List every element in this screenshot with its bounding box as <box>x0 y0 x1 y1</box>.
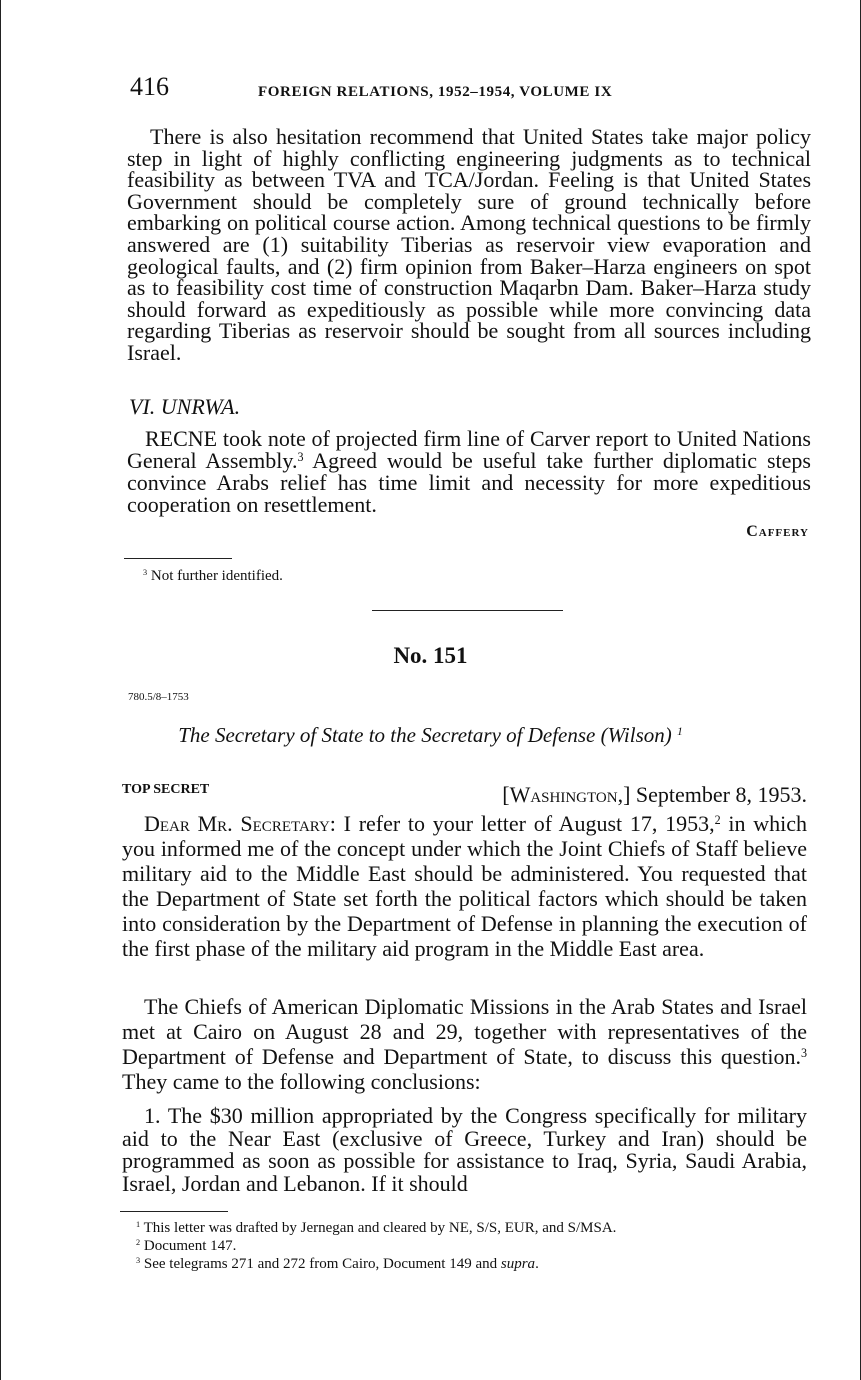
footnote-previous <box>143 568 283 585</box>
dateline-place: [Washington,] <box>502 782 631 807</box>
letter-paragraph-1 <box>122 811 807 961</box>
section-vi-text-a: RECNE took note of projected firm line of Carver report to United Nations General Assembly. <box>127 426 811 473</box>
footnote-end: . <box>535 1256 539 1272</box>
document-title-text: The Secretary of State to the Secretary of Defense (Wilson) <box>178 723 672 747</box>
footnote-3 <box>136 1255 616 1273</box>
footnote-text: See telegrams 271 and 272 from Cairo, Document 149 and <box>140 1256 501 1272</box>
page-number: 416 <box>130 72 169 101</box>
footnote-text: This letter was drafted by Jernegan and cleared by NE, S/S, EUR, and S/MSA. <box>140 1220 617 1236</box>
section-vi-paragraph <box>127 428 811 516</box>
footnote-divider <box>124 558 232 559</box>
footnote-divider <box>120 1211 228 1212</box>
section-divider <box>372 610 563 611</box>
footnote-marker: 1 <box>136 1220 141 1230</box>
classification: TOP SECRET <box>122 782 210 797</box>
signature: Caffery <box>746 523 809 540</box>
section-v-paragraph: There is also hesitation recommend that United States take major policy step in light of highly conflicting engineering judgments as to technical feasibility as between TVA and TCA/Jordan. Feeling is that United States Government should be completely sure of ground technically before embarking on political course action. Among technical questions to be firmly answered are (1) suitability Tiberias as reservoir view evaporation and geological faults, and (2) firm opinion from Baker–Harza engineers on spot as to feasibility cost time of construction Maqarbn Dam. Baker–Harza study should forward as expeditiously as possible while more convincing data regarding Tiberias as reservoir should be sought from all sources including Israel. <box>127 124 811 365</box>
salutation: Dear Mr. Secretary: <box>144 811 336 836</box>
footnote-ref: 3 <box>297 449 304 464</box>
document-title <box>0 723 861 748</box>
footnote-text: Not further identified. <box>147 568 283 584</box>
footnote-marker: 3 <box>143 568 148 578</box>
letter-paragraph-3: 1. The $30 million appropriated by the Congress specifically for military aid to the Near East (exclusive of Greece, Turkey and Iran) should be programmed as soon as possible for assistance to Iraq, Syria, Saudi Arabia, Israel, Jordan and Lebanon. If it should <box>122 1103 807 1196</box>
file-number: 780.5/8–1753 <box>128 691 189 703</box>
document-number: No. 151 <box>393 643 468 668</box>
footnote-ref: 1 <box>677 726 683 739</box>
footnote-marker: 3 <box>136 1256 141 1266</box>
footnote-ref: 2 <box>714 812 721 827</box>
letter-text: in which you informed me of the concept under which the Joint Chiefs of Staff believe military aid to the Middle East should be administered. You requested that the Department of State set forth the political factors which should be taken into consideration by the Department of Defense in planning the execution of the first phase of the military aid program in the Middle East area. <box>122 811 807 961</box>
letter-text: I refer to your letter of August 17, 1953, <box>335 811 715 836</box>
running-head: FOREIGN RELATIONS, 1952–1954, VOLUME IX <box>258 84 613 100</box>
letter-text: They came to the following conclusions: <box>122 1069 481 1094</box>
footnote-1 <box>136 1219 616 1237</box>
footnote-ref: 3 <box>800 1045 807 1060</box>
footnotes <box>136 1219 616 1273</box>
letter-text: The Chiefs of American Diplomatic Missions in the Arab States and Israel met at Cairo on August 28 and 29, together with representatives of the Department of Defense and Department of State, to discuss this question. <box>122 994 807 1069</box>
letter-paragraph-2 <box>122 994 807 1094</box>
section-vi-heading: VI. UNRWA. <box>129 394 241 419</box>
section-vi-text-b: Agreed would be useful take further diplomatic steps convince Arabs relief has time limit and necessity for more expeditious cooperation on resettlement. <box>127 448 811 517</box>
dateline-date: September 8, 1953. <box>630 782 807 807</box>
footnote-text: Document 147. <box>140 1238 237 1254</box>
footnote-2 <box>136 1237 616 1255</box>
footnote-marker: 2 <box>136 1238 141 1248</box>
dateline <box>502 782 807 808</box>
footnote-italic: supra <box>500 1256 536 1272</box>
